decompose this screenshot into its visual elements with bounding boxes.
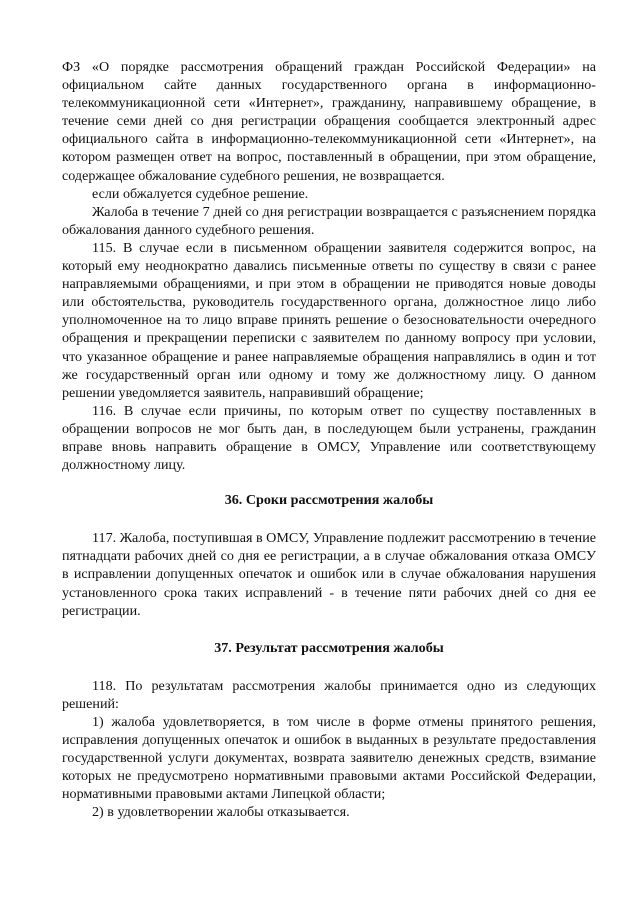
- paragraph-continuation: ФЗ «О порядке рассмотрения обращений граждан Российской Федерации» на официальном сайте данных государственного органа в информационно-телекоммуникационной сети «Интернет», гражданину, направившему обращение, в течение семи дней со дня регистрации обращения сообщается электронный адрес официального сайта в информационно-телекоммуникационной сети «Интернет», на котором размещен ответ на вопрос, поставленный в обращении, при этом обращение, содержащее обжалование судебного решения, не возвращается.: [62, 59, 596, 184]
- section-heading-37: 37. Результат рассмотрения жалобы: [214, 639, 444, 656]
- paragraph-116: 116. В случае если причины, по которым ответ по существу поставленных в обращении вопросов не мог быть дан, в последующем были устранены, гражданин вправе вновь направить обращение в ОМСУ, Управление или соответствующему должностному лицу.: [62, 402, 596, 474]
- paragraph-118: 118. По результатам рассмотрения жалобы принимается одно из следующих решений:: [62, 677, 596, 712]
- document-page: [62, 58, 596, 822]
- paragraph-115: 115. В случае если в письменном обращении заявителя содержится вопрос, на который ему неоднократно давались письменные ответы по существу в связи с ранее направляемыми обращениями, и при этом в обращении не приводятся новые доводы или обстоятельства, руководитель государственного органа, должностное лицо либо уполномоченное на то лицо вправе принять решение о безосновательности очередного обращения и прекращении переписки с заявителем по данному вопросу при условии, что указанное обращение и ранее направляемые обращения направлялись в один и тот же государственный орган или одному и тому же должностному лицу. О данном решении уведомляется заявитель, направивший обращение;: [62, 239, 596, 401]
- section-heading-36: 36. Сроки рассмотрения жалобы: [224, 492, 434, 509]
- paragraph-court-decision: если обжалуется судебное решение.: [92, 185, 309, 202]
- list-item-1: 1) жалоба удовлетворяется, в том числе в форме отмены принятого решения, исправления допущенных опечаток и ошибок в выданных в результате предоставления государственной услуги документах, возврата заявителю денежных средств, взимание которых не предусмотрено нормативными правовыми актами Российской Федерации, нормативными правовыми актами Липецкой области;: [62, 714, 596, 803]
- paragraph-117: 117. Жалоба, поступившая в ОМСУ, Управление подлежит рассмотрению в течение пятнадцати рабочих дней со дня ее регистрации, а в случае обжалования отказа ОМСУ в исправлении допущенных опечаток и ошибок или в случае обжалования нарушения установленного срока таких исправлений - в течение пяти рабочих дней со дня ее регистрации.: [62, 530, 596, 619]
- list-item-2: 2) в удовлетворении жалобы отказывается.: [92, 804, 350, 821]
- paragraph-complaint-returned: Жалоба в течение 7 дней со дня регистрации возвращается с разъяснением порядка обжалования данного судебного решения.: [62, 203, 596, 238]
